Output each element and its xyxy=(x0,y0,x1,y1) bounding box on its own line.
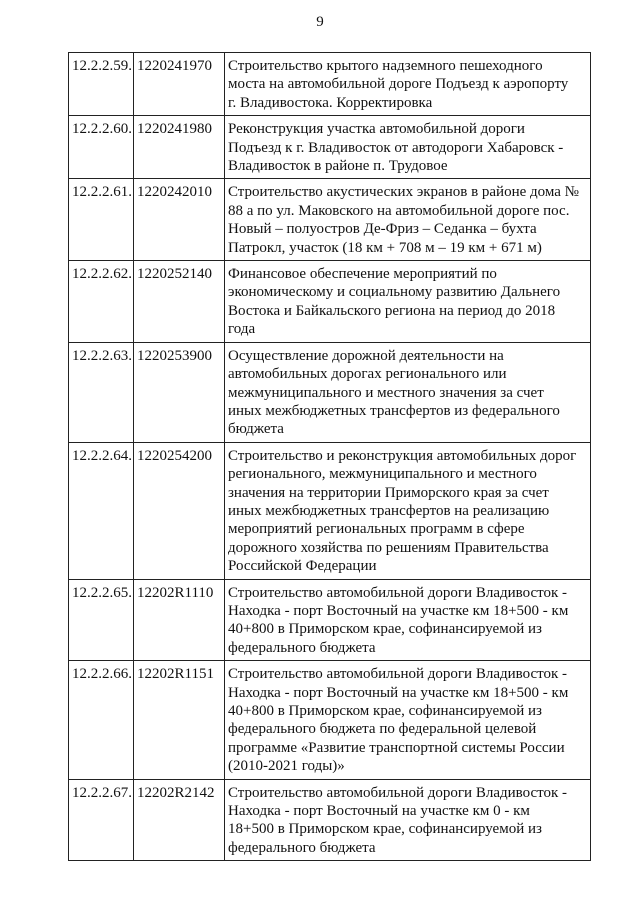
budget-code: 1220241970 xyxy=(134,53,225,116)
description-line: Строительство автомобильной дороги Владивосток - xyxy=(228,784,568,801)
description-line: федерального бюджета xyxy=(228,639,376,656)
budget-code: 1220254200 xyxy=(134,442,225,579)
description-line: Востока и Байкальского региона на период до 2018 xyxy=(228,302,556,319)
description-line: Осуществление дорожной деятельности на xyxy=(228,347,504,364)
description-line: Находка - порт Восточный на участке км 0 - км xyxy=(228,803,530,820)
description-line: г. Владивостока. Корректировка xyxy=(228,94,433,111)
description-line: Новый – полуостров Де-Фриз – Седанка – бухта xyxy=(228,221,537,238)
description-line: иных межбюджетных трансфертов из федерального xyxy=(228,402,560,419)
item-description xyxy=(225,442,591,579)
description-line: бюджета xyxy=(228,421,284,438)
description-line: 88 а по ул. Маковского на автомобильной дороге пос. xyxy=(228,202,570,219)
description-line: Находка - порт Восточный на участке км 18+500 - км xyxy=(228,684,569,701)
table-row xyxy=(69,179,591,261)
table-row xyxy=(69,53,591,116)
item-number: 12.2.2.61. xyxy=(69,179,134,261)
item-number: 12.2.2.65. xyxy=(69,579,134,661)
description-line: 40+800 в Приморском крае, софинансируемой из xyxy=(228,621,542,638)
budget-code: 1220252140 xyxy=(134,261,225,343)
description-line: Строительство акустических экранов в районе дома № xyxy=(228,184,579,201)
description-line: Строительство автомобильной дороги Владивосток - xyxy=(228,666,568,683)
description-line: Находка - порт Восточный на участке км 18+500 - км xyxy=(228,602,569,619)
item-description xyxy=(225,661,591,779)
item-number: 12.2.2.59. xyxy=(69,53,134,116)
description-line: межмуниципального и местного значения за счет xyxy=(228,384,544,401)
item-number: 12.2.2.63. xyxy=(69,342,134,442)
description-line: дорожного хозяйства по решениям Правительства xyxy=(228,539,549,556)
item-description xyxy=(225,779,591,861)
description-line: Строительство крытого надземного пешеходного xyxy=(228,58,543,74)
description-line: Реконструкция участка автомобильной дороги xyxy=(228,121,525,138)
budget-code-table xyxy=(68,52,591,861)
description-line: Российской Федерации xyxy=(228,558,377,575)
item-number: 12.2.2.66. xyxy=(69,661,134,779)
description-line: Финансовое обеспечение мероприятий по xyxy=(228,266,497,283)
item-number: 12.2.2.62. xyxy=(69,261,134,343)
budget-code: 12202R1110 xyxy=(134,579,225,661)
description-line: регионального, межмуниципального и местного xyxy=(228,466,537,483)
table-row xyxy=(69,116,591,179)
table-row xyxy=(69,342,591,442)
description-line: (2010-2021 годы)» xyxy=(228,758,345,775)
description-line: федерального бюджета xyxy=(228,839,376,856)
item-description xyxy=(225,53,591,116)
budget-code: 1220241980 xyxy=(134,116,225,179)
table-row xyxy=(69,779,591,861)
table-row xyxy=(69,261,591,343)
item-description xyxy=(225,342,591,442)
description-line: иных межбюджетных трансфертов на реализацию xyxy=(228,502,550,519)
description-line: 18+500 в Приморском крае, софинансируемой из xyxy=(228,821,542,838)
description-line: 40+800 в Приморском крае, софинансируемой из xyxy=(228,703,542,719)
table-row xyxy=(69,661,591,779)
item-description xyxy=(225,579,591,661)
description-line: автомобильных дорогах регионального или xyxy=(228,366,507,383)
table-row xyxy=(69,579,591,661)
description-line: федерального бюджета по федеральной целевой xyxy=(228,721,537,738)
description-line: значения на территории Приморского края за счет xyxy=(228,484,549,501)
description-line: Владивосток в районе п. Трудовое xyxy=(228,158,448,175)
description-line: экономическому и социальному развитию Дальнего xyxy=(228,284,561,301)
budget-code: 1220242010 xyxy=(134,179,225,261)
item-description xyxy=(225,261,591,343)
page-number: 9 xyxy=(316,14,324,30)
description-line: программе «Развитие транспортной системы России xyxy=(228,739,565,756)
item-description xyxy=(225,116,591,179)
description-line: Подъезд к г. Владивосток от автодороги Хабаровск - xyxy=(228,139,564,156)
item-description xyxy=(225,179,591,261)
item-number: 12.2.2.67. xyxy=(69,779,134,861)
description-line: Патрокл, участок (18 км + 708 м – 19 км + 671 м) xyxy=(228,239,542,256)
description-line: моста на автомобильной дороге Подъезд к аэропорту xyxy=(228,76,569,93)
budget-code: 12202R1151 xyxy=(134,661,225,779)
description-line: года xyxy=(228,321,256,338)
item-number: 12.2.2.64. xyxy=(69,442,134,579)
budget-code: 1220253900 xyxy=(134,342,225,442)
description-line: Строительство и реконструкция автомобильных дорог xyxy=(228,447,577,464)
budget-code: 12202R2142 xyxy=(134,779,225,861)
description-line: мероприятий региональных программ в сфере xyxy=(228,521,525,538)
table-body xyxy=(69,53,591,861)
table-row xyxy=(69,442,591,579)
description-line: Строительство автомобильной дороги Владивосток - xyxy=(228,584,568,601)
item-number: 12.2.2.60. xyxy=(69,116,134,179)
